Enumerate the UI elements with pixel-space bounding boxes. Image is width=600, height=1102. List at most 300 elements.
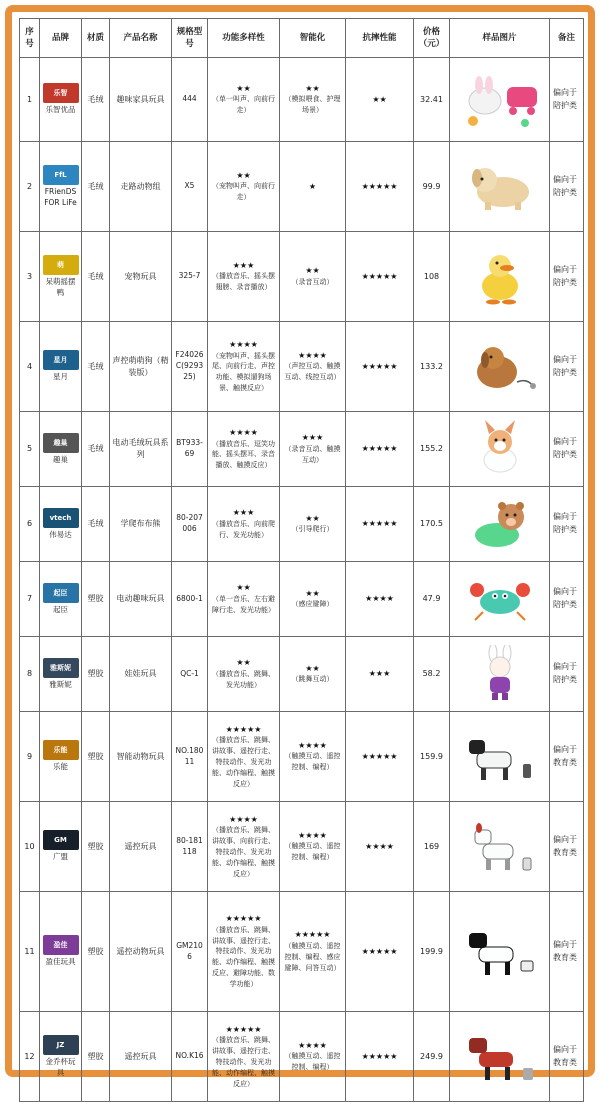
header-row [20,19,584,58]
drop-stars: ★★★★★ [361,519,398,529]
cell-note [550,58,584,142]
cell-model [172,487,208,562]
cell-function [208,322,280,412]
brand-name: 乐能 [53,762,68,772]
cell-price [414,142,450,232]
cell-function [208,802,280,892]
product-name: 电动毛绒玩具系列 [112,438,169,459]
function-stars: ★★ [236,583,251,593]
cell-no [20,322,40,412]
cell-name [110,562,172,637]
price: 99.9 [422,181,441,191]
cell-model [172,232,208,322]
brand-logo: GM [43,830,79,850]
cell-name [110,58,172,142]
cell-model [172,562,208,637]
product-name: 遥控玩具 [124,1051,157,1061]
cell-model [172,142,208,232]
smart-desc: （引导爬行） [291,525,334,534]
product-name: 电动趣味玩具 [116,594,165,604]
table-row [20,562,584,637]
smart-stars: ★★★★ [298,1040,327,1050]
cell-price [414,892,450,1012]
cell-note [550,322,584,412]
brand-name: 金乔杯玩具 [45,1057,76,1077]
cell-no [20,58,40,142]
material: 塑胶 [87,946,104,956]
cell-function [208,58,280,142]
cell-note [550,487,584,562]
cell-name [110,142,172,232]
price: 170.5 [420,519,443,529]
cell-price [414,637,450,712]
function-desc: （播放音乐、向前爬行、发光功能） [212,519,275,539]
cell-material [82,712,110,802]
cell-smart [280,1012,346,1102]
cell-no [20,637,40,712]
cell-brand [40,142,82,232]
price: 108 [423,271,440,281]
cell-name [110,487,172,562]
function-stars: ★★★ [232,508,255,518]
function-stars: ★★★★★ [225,1024,262,1034]
row-number: 1 [26,94,33,104]
cell-sample [450,322,550,412]
note: 偏向于教育类 [553,744,577,767]
product-name: 遥控动物玩具 [116,946,165,956]
cell-sample [450,637,550,712]
cell-brand [40,487,82,562]
cell-drop [346,322,414,412]
note: 偏向于陪护类 [553,437,577,459]
drop-stars: ★★★★★ [361,946,398,956]
row-number: 7 [26,594,33,604]
row-number: 2 [26,181,33,191]
cell-drop [346,637,414,712]
product-name: 趣味家具玩具 [116,94,165,104]
cell-sample [450,562,550,637]
cell-no [20,412,40,487]
note: 偏向于陪护类 [553,264,577,287]
cell-price [414,232,450,322]
bear-plush-image [452,495,547,553]
cell-no [20,712,40,802]
smart-desc: （录音互动、触摸互动） [284,444,341,464]
row-number: 5 [26,444,33,454]
header-function: 功能多样性 [208,19,280,58]
function-desc: （播放音乐、跳舞、讲故事、向前行走、特技动作、发光功能、动作编程、触摸反应） [212,826,275,878]
brand-name: 星月 [53,372,68,382]
table-row [20,637,584,712]
cell-sample [450,892,550,1012]
cell-material [82,1012,110,1102]
smart-stars: ★ [308,181,317,191]
cell-price [414,1012,450,1102]
cell-note [550,412,584,487]
cell-name [110,637,172,712]
note: 偏向于陪护类 [553,354,577,377]
cell-smart [280,892,346,1012]
table-row [20,802,584,892]
cell-price [414,58,450,142]
brand-name: 乐智优品 [45,105,76,115]
price: 159.9 [420,751,443,761]
material: 塑胶 [87,594,104,604]
cell-price [414,802,450,892]
smart-stars: ★★★★★ [294,930,331,940]
cell-smart [280,637,346,712]
cell-material [82,892,110,1012]
drop-stars: ★★★★★ [361,751,398,761]
cell-no [20,232,40,322]
drop-stars: ★★★★★ [361,444,398,454]
cell-sample [450,1012,550,1102]
cell-note [550,802,584,892]
smart-desc: （声控互动、触摸互动、线控互动） [284,362,341,382]
white-robot-dog-image [452,818,547,876]
drop-stars: ★★★ [368,669,391,679]
cell-drop [346,712,414,802]
cell-name [110,322,172,412]
cell-model [172,322,208,412]
material: 毛绒 [87,444,104,454]
cell-price [414,487,450,562]
material: 毛绒 [87,361,104,371]
cell-brand [40,802,82,892]
function-stars: ★★ [236,170,251,180]
header-note: 备注 [550,19,584,58]
material: 塑胶 [87,751,104,761]
cell-note [550,562,584,637]
cell-smart [280,802,346,892]
brand-logo: JZ [43,1035,79,1055]
cell-name [110,412,172,487]
brand-logo: vtech [43,508,79,528]
cell-brand [40,232,82,322]
black-robot-dog-image [452,923,547,981]
cell-material [82,637,110,712]
function-desc: （播放音乐、逗笑功能、摇头摆耳、录音播放、触摸反应） [212,439,275,470]
smart-desc: （跳舞互动） [291,675,334,684]
cell-smart [280,322,346,412]
cell-function [208,562,280,637]
cell-name [110,892,172,1012]
cell-model [172,892,208,1012]
cell-name [110,802,172,892]
product-name: 智能动物玩具 [116,751,165,761]
drop-stars: ★★ [372,94,387,104]
table-row [20,412,584,487]
function-desc: （单一音乐、左右避障行走、发光功能） [212,594,275,614]
note: 偏向于陪护类 [553,587,577,609]
function-desc: （播放音乐、跳舞、讲故事、遥控行走、特技动作、发光功能、动作编程、触摸反应、避障功能、数学功能） [212,925,275,988]
function-desc: （播放音乐、跳舞、发光功能） [212,669,275,689]
cell-function [208,712,280,802]
cell-name [110,232,172,322]
cell-function [208,637,280,712]
smart-desc: （触摸互动、遥控控制、编程） [284,1052,341,1072]
row-number: 6 [26,519,33,529]
smart-desc: （模拟喂食、护理场景） [284,95,341,115]
brand-name: 广盟 [53,852,68,862]
function-stars: ★★★★★ [225,914,262,924]
model-number: 80-207006 [176,513,203,533]
material: 塑胶 [87,1051,104,1061]
function-desc: （宠物叫声、向前行走） [212,182,275,202]
smart-stars: ★★ [305,266,320,276]
brand-name: 伟易达 [49,529,72,539]
cell-brand [40,412,82,487]
note: 偏向于陪护类 [553,174,577,197]
cell-drop [346,58,414,142]
header-material: 材质 [82,19,110,58]
brand-logo: 雅斯妮 [43,658,79,678]
smart-desc: （触摸互动、遥控控制、编程） [284,752,341,772]
bunny-toy-image [452,71,547,129]
material: 塑胶 [87,841,104,851]
row-number: 10 [24,841,35,851]
brand-name: 起臣 [53,604,68,614]
table-row [20,142,584,232]
row-number: 4 [26,361,33,371]
model-number: 6800-1 [176,593,203,603]
header-price: 价格（元） [414,19,450,58]
puppy-plush-image [452,158,547,216]
cell-sample [450,58,550,142]
cell-drop [346,562,414,637]
product-name: 遥控玩具 [124,841,157,851]
product-name: 学爬布布熊 [120,519,161,529]
cell-no [20,562,40,637]
cell-material [82,487,110,562]
cell-model [172,58,208,142]
drop-stars: ★★★★★ [361,1051,398,1061]
cell-drop [346,802,414,892]
row-number: 11 [24,946,35,956]
cell-drop [346,892,414,1012]
material: 毛绒 [87,94,104,104]
cell-smart [280,58,346,142]
crab-toy-image [452,570,547,628]
cell-name [110,1012,172,1102]
smart-stars: ★★★★ [298,740,327,750]
model-number: 80-181118 [176,835,203,856]
cell-smart [280,412,346,487]
cell-material [82,802,110,892]
cell-sample [450,232,550,322]
brand-name: 呆萌摇摆鸭 [45,277,76,297]
material: 毛绒 [87,271,104,281]
cell-brand [40,712,82,802]
material: 毛绒 [87,519,104,529]
brown-dog-image [452,338,547,396]
brand-logo: FfL [43,165,79,185]
material: 塑胶 [87,669,104,679]
cell-smart [280,232,346,322]
cell-drop [346,232,414,322]
row-number: 9 [26,751,33,761]
table-row [20,322,584,412]
drop-stars: ★★★★★ [361,361,398,371]
cell-drop [346,487,414,562]
cell-model [172,637,208,712]
cell-no [20,1012,40,1102]
cell-brand [40,562,82,637]
cell-material [82,562,110,637]
corgi-plush-image [452,420,547,478]
price: 133.2 [420,361,443,371]
cell-drop [346,412,414,487]
cell-note [550,142,584,232]
cell-smart [280,487,346,562]
cell-smart [280,712,346,802]
cell-model [172,1012,208,1102]
cell-price [414,412,450,487]
cell-no [20,487,40,562]
price: 47.9 [422,594,441,604]
table-row [20,1012,584,1102]
function-stars: ★★★★ [229,427,258,437]
product-comparison-table [19,18,584,1102]
cell-price [414,322,450,412]
cell-drop [346,142,414,232]
cell-drop [346,1012,414,1102]
cell-name [110,712,172,802]
header-name: 产品名称 [110,19,172,58]
price: 169 [423,841,440,851]
product-name: 娃娃玩具 [124,669,157,679]
cell-material [82,412,110,487]
smart-desc: （触摸互动、遥控控制、编程） [284,842,341,862]
function-desc: （播放音乐、跳舞、讲故事、遥控行走、特技动作、发光功能、动作编程、触摸反应） [212,736,275,788]
function-stars: ★★★ [232,260,255,270]
smart-stars: ★★ [305,663,320,673]
drop-stars: ★★★★★ [361,271,398,281]
material: 毛绒 [87,181,104,191]
table-row [20,232,584,322]
brand-name: 趣巢 [53,454,68,464]
header-drop: 抗摔性能 [346,19,414,58]
function-stars: ★★★★ [229,340,258,350]
cell-function [208,232,280,322]
cell-material [82,58,110,142]
cell-sample [450,142,550,232]
cell-function [208,1012,280,1102]
cell-note [550,892,584,1012]
smart-stars: ★★★★ [298,830,327,840]
product-name: 声控萌萌狗（精装版） [112,355,169,377]
cell-price [414,562,450,637]
cell-model [172,712,208,802]
cell-sample [450,487,550,562]
function-stars: ★★★★ [229,814,258,824]
brand-logo: 星月 [43,350,79,370]
cell-function [208,412,280,487]
brand-logo: 乐能 [43,740,79,760]
price: 58.2 [422,669,441,679]
note: 偏向于教育类 [553,834,577,857]
cell-note [550,637,584,712]
cell-sample [450,412,550,487]
brand-logo: 起臣 [43,583,79,603]
function-stars: ★★ [236,83,251,93]
product-name: 走路动物组 [120,181,161,191]
smart-stars: ★★★ [301,433,324,443]
table-row [20,487,584,562]
brand-name: 盈佳玩具 [45,957,76,967]
model-number: X5 [184,181,195,191]
header-no: 序号 [20,19,40,58]
model-number: BT933-69 [176,438,203,458]
rabbit-doll-image [452,645,547,703]
function-desc: （宠物叫声、摇头摆尾、向前行走、声控功能、模拟遛狗场景、触摸反应） [212,351,275,393]
cell-model [172,412,208,487]
table-row [20,892,584,1012]
smart-stars: ★★ [305,588,320,598]
function-desc: （播放音乐、跳舞、讲故事、遥控行走、特技动作、发光功能、动作编程、触摸反应） [212,1036,275,1088]
cell-brand [40,322,82,412]
cell-smart [280,142,346,232]
cell-material [82,322,110,412]
brand-logo: 乐智 [43,83,79,103]
cell-price [414,712,450,802]
model-number: F24026C(929325) [175,350,204,381]
cell-model [172,802,208,892]
function-desc: （播放音乐、摇头摆翅膀、录音播放） [212,272,275,292]
header-smart: 智能化 [280,19,346,58]
drop-stars: ★★★★ [365,841,394,851]
cell-note [550,1012,584,1102]
smart-stars: ★★ [305,83,320,93]
header-sample: 样品图片 [450,19,550,58]
brand-logo: 趣巢 [43,433,79,453]
price: 199.9 [420,946,443,956]
robot-dog-image [452,728,547,786]
price: 155.2 [420,444,443,454]
function-desc: （单一叫声、向前行走） [212,95,275,115]
smart-desc: （触摸互动、遥控控制、编程、感应避障、问答互动） [284,942,341,972]
table-row [20,58,584,142]
smart-desc: （录音互动） [291,277,334,286]
model-number: NO.18011 [175,745,204,766]
cell-smart [280,562,346,637]
cell-function [208,892,280,1012]
cell-note [550,232,584,322]
cell-brand [40,58,82,142]
model-number: NO.K16 [175,1051,204,1061]
price: 32.41 [420,94,443,104]
price: 249.9 [420,1051,443,1061]
function-stars: ★★★★★ [225,724,262,734]
cell-no [20,802,40,892]
smart-stars: ★★★★ [298,350,327,360]
smart-stars: ★★ [305,513,320,523]
cell-brand [40,1012,82,1102]
cell-no [20,142,40,232]
cell-material [82,232,110,322]
cell-sample [450,802,550,892]
cell-material [82,142,110,232]
cell-sample [450,712,550,802]
row-number: 12 [24,1051,35,1061]
cell-brand [40,892,82,1012]
header-model: 规格型号 [172,19,208,58]
duck-plush-image [452,248,547,306]
cell-function [208,142,280,232]
cell-function [208,487,280,562]
header-brand: 品牌 [40,19,82,58]
product-name: 宠物玩具 [124,271,157,281]
